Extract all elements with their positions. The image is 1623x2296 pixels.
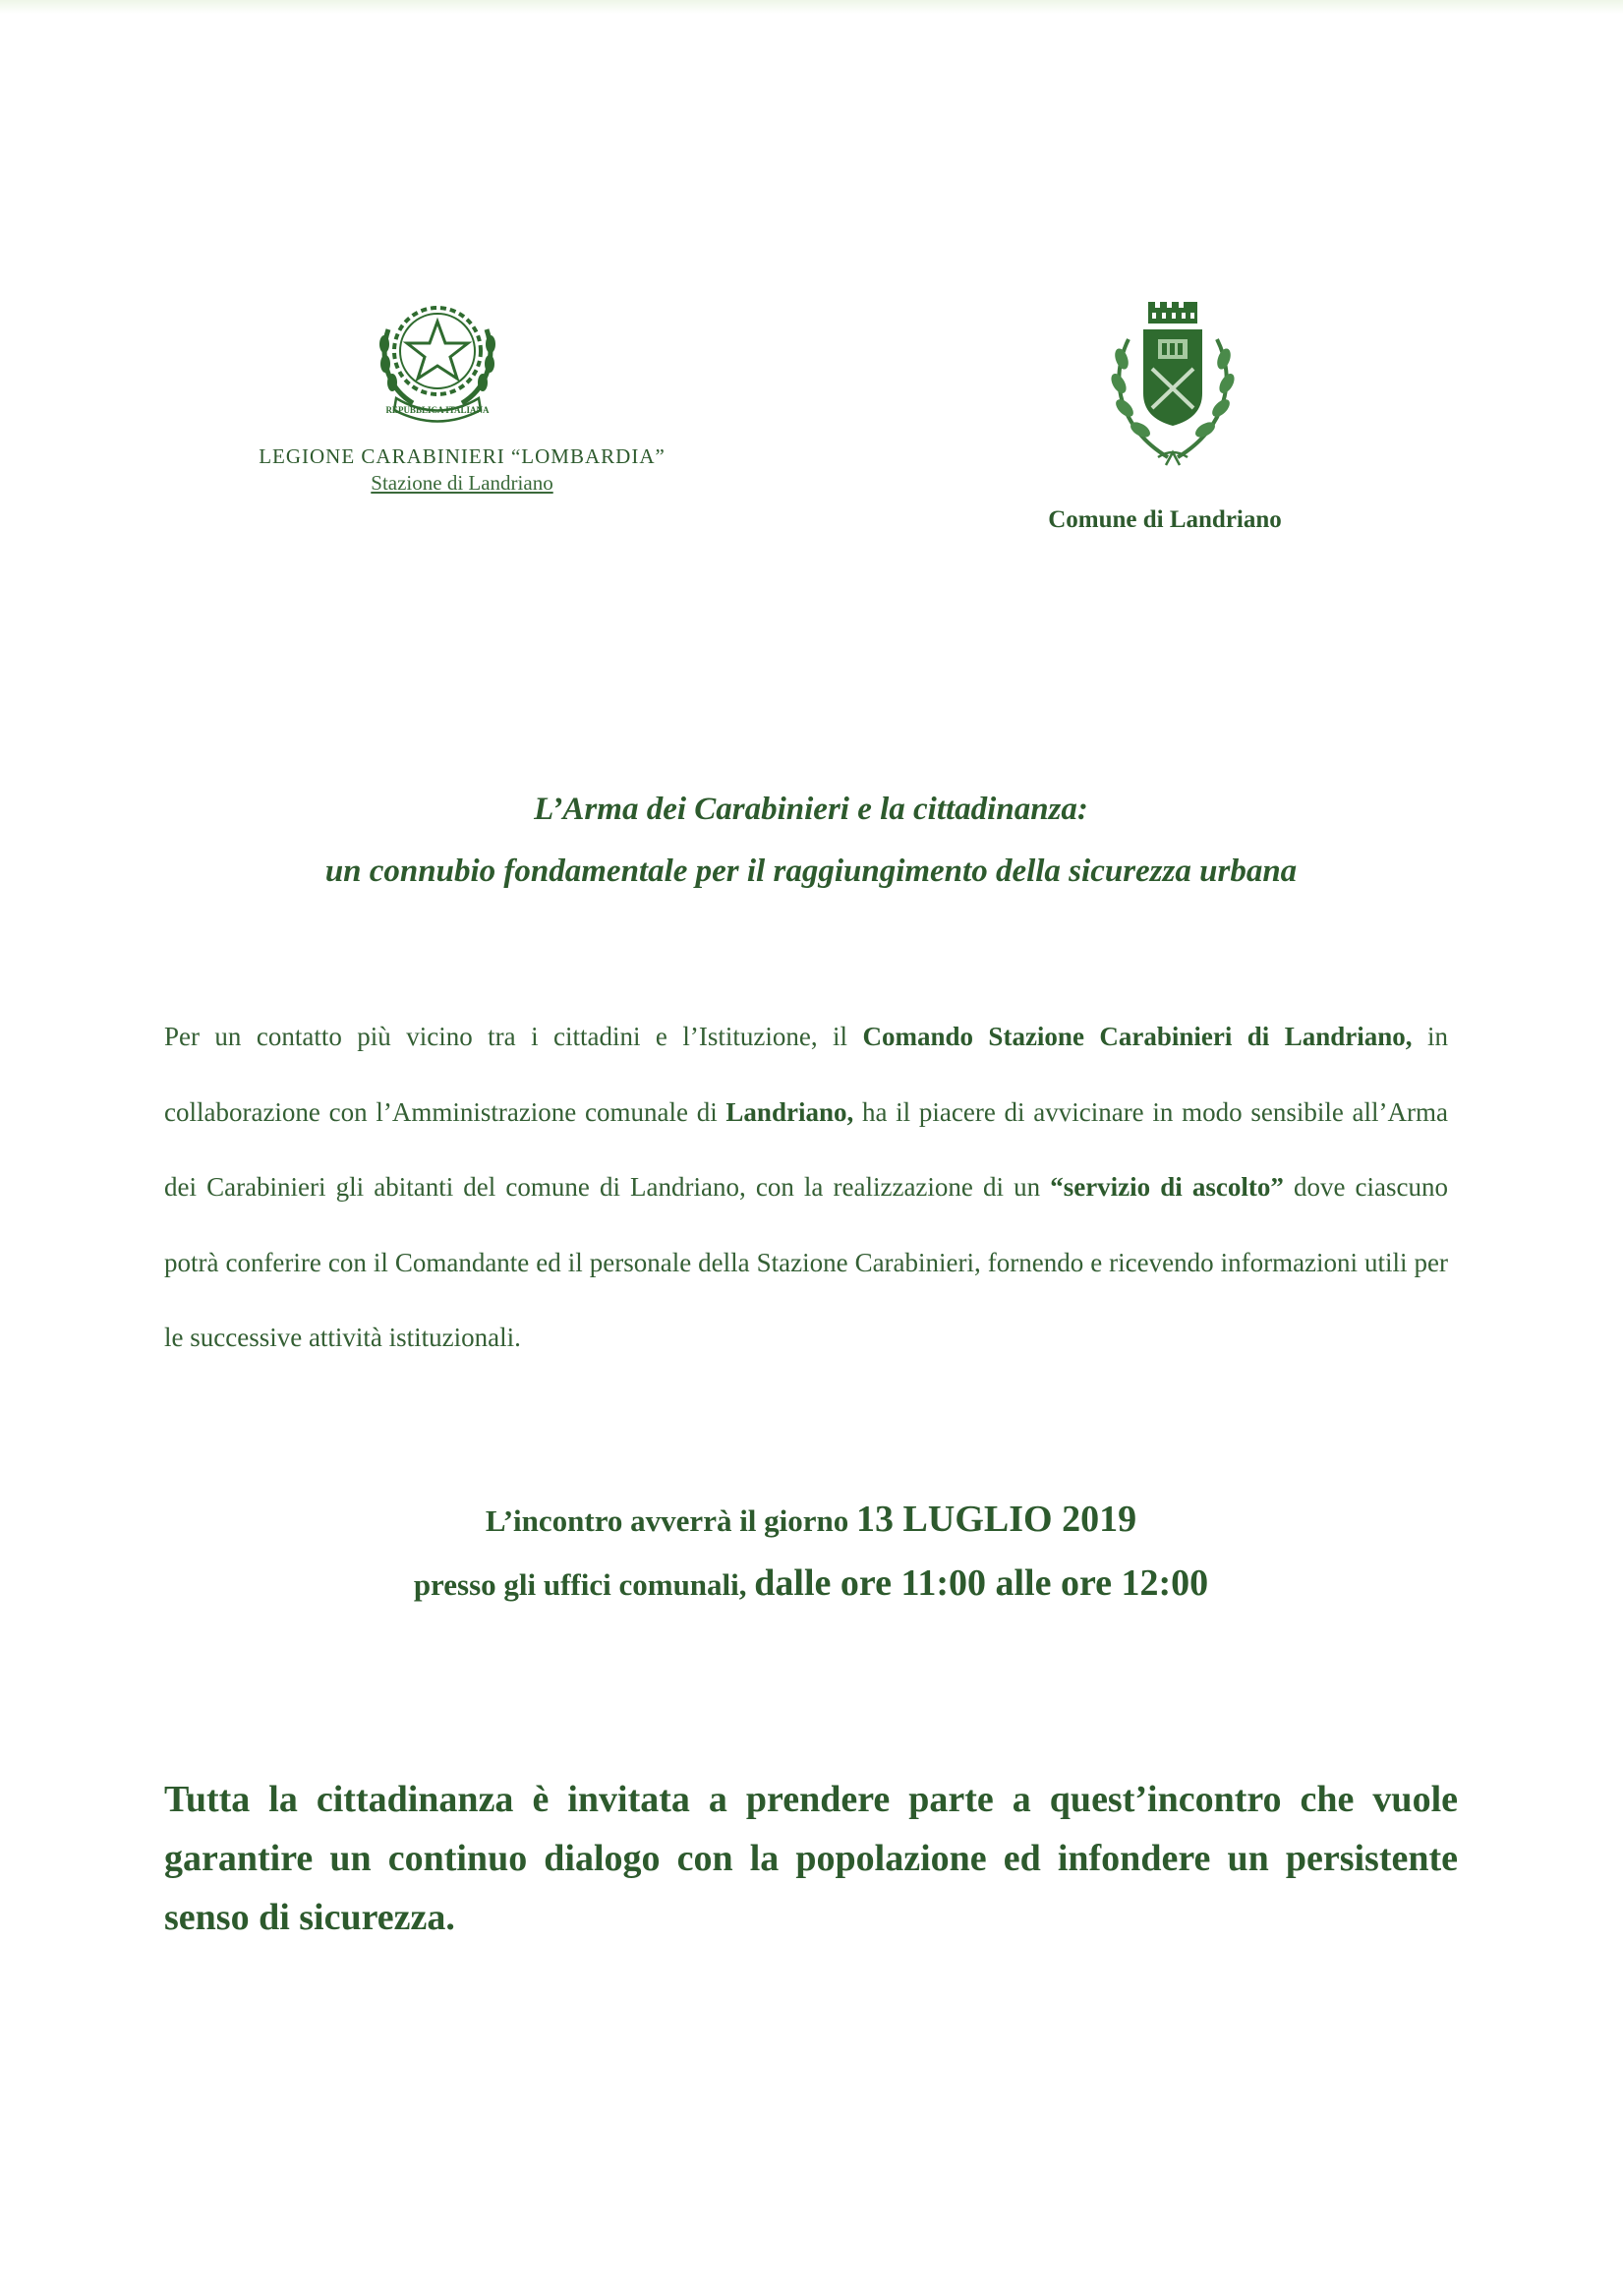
legion-name: LEGIONE CARABINIERI “LOMBARDIA” <box>259 444 666 468</box>
closing-invitation: Tutta la cittadinanza è invitata a prendere parte a quest’incontro che vuole garantire un continuo dialogo con la popolazione ed infondere un persistente senso di sicurezza. <box>164 1779 1458 1938</box>
event-place-line <box>147 1551 1475 1618</box>
body-text-3: ha il piacere di avvicinare in modo sensibile all’Arma dei Carabinieri gli abitanti del comune di Landriano, con la realizzazione di un <box>164 1096 1448 1202</box>
station-name: Stazione di Landriano <box>371 471 553 495</box>
body-bold-service: “servizio di ascolto” <box>1050 1172 1284 1202</box>
carabinieri-legion-header <box>167 444 757 496</box>
body-bold-landriano: Landriano, <box>725 1096 854 1127</box>
document-title <box>147 779 1475 903</box>
body-text-1: Per un contatto più vicino tra i cittadini e l’Istituzione, il <box>164 1022 863 1051</box>
body-bold-station: Comando Stazione Carabinieri di Landriano, <box>862 1022 1413 1051</box>
title-line-2: un connubio fondamentale per il raggiungimento della sicurezza urbana <box>324 854 1298 889</box>
svg-text:REPUBBLICA ITALIANA: REPUBBLICA ITALIANA <box>385 405 490 415</box>
event-place-prefix: presso gli uffici comunali, <box>413 1567 755 1602</box>
event-details <box>147 1490 1475 1618</box>
event-date: 13 LUGLIO 2019 <box>856 1499 1137 1540</box>
event-date-line <box>147 1490 1475 1551</box>
municipality-name: Comune di Landriano <box>1048 506 1282 533</box>
event-time: dalle ore 11:00 alle ore 12:00 <box>754 1562 1209 1604</box>
event-date-prefix: L’incontro avverrà il giorno <box>485 1503 857 1538</box>
body-text-4: dove ciascuno potrà conferire con il Comandante ed il personale della Stazione Carabinieri, fornendo e ricevendo informazioni utili per le successive attività istituzionali. <box>164 1172 1449 1352</box>
body-paragraph <box>164 999 1448 1376</box>
municipal-coat-of-arms-icon <box>1089 300 1256 477</box>
italian-republic-emblem-icon <box>369 290 506 428</box>
body-text-2: in collaborazione con l’Amministrazione comunale di <box>164 1022 1448 1127</box>
title-line-1: L’Arma dei Carabinieri e la cittadinanza: <box>534 792 1088 827</box>
page-top-tint <box>0 0 1623 14</box>
